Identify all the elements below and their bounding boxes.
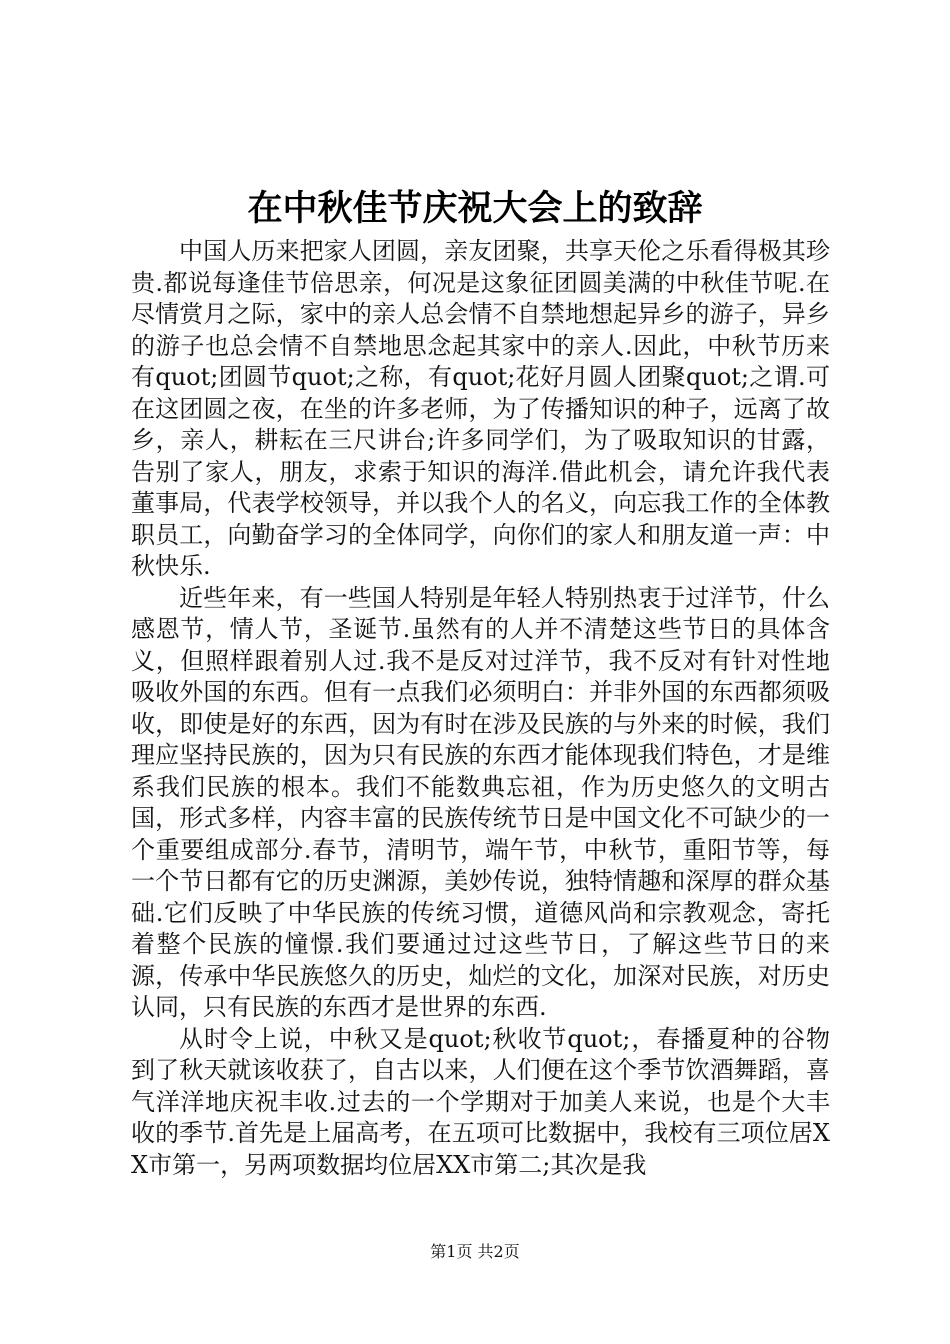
page-footer: 第1页 共2页 [430, 1242, 520, 1261]
paragraph: 中国人历来把家人团圆，亲友团聚，共享天伦之乐看得极其珍贵.都说每逢佳节倍思亲，何况是这象征团圆美满的中秋佳节呢.在尽情赏月之际，家中的亲人总会情不自禁地想起异乡的游子，异乡的游子也总会情不自禁地思念起其家中的亲人.因此，中秋节历来有quot;团圆节quot;之称，有quot;花好月圆人团聚quot;之谓.可在这团圆之夜，在坐的许多老师，为了传播知识的种子，远离了故乡，亲人，耕耘在三尺讲台;许多同学们，为了吸取知识的甘露，告别了家人，朋友，求索于知识的海洋.借此机会，请允许我代表董事局，代表学校领导，并以我个人的名义，向忘我工作的全体教职员工，向勤奋学习的全体同学，向你们的家人和朋友道一声：中秋快乐. [131, 237, 830, 580]
paragraph: 从时令上说，中秋又是quot;秋收节quot;，春播夏种的谷物到了秋天就该收获了，自古以来，人们便在这个季节饮酒舞蹈，喜气洋洋地庆祝丰收.过去的一个学期对于加美人来说，也是个大丰收的季节.首先是上届高考，在五项可比数据中，我校有三项位居XX市第一，另两项数据均位居XX市第二;其次是我 [131, 1024, 830, 1179]
document-body [131, 236, 830, 1181]
document-title: 在中秋佳节庆祝大会上的致辞 [247, 188, 703, 229]
paragraph: 近些年来，有一些国人特别是年轻人特别热衷于过洋节，什么感恩节，情人节，圣诞节.虽然有的人并不清楚这些节日的具体含义，但照样跟着别人过.我不是反对过洋节，我不反对有针对性地吸收外国的东西。但有一点我们必须明白：并非外国的东西都须吸收，即使是好的东西，因为有时在涉及民族的与外来的时候，我们理应坚持民族的，因为只有民族的东西才能体现我们特色，才是维系我们民族的根本。我们不能数典忘祖，作为历史悠久的文明古国，形式多样，内容丰富的民族传统节日是中国文化不可缺少的一个重要组成部分.春节，清明节，端午节，中秋节，重阳节等，每一个节日都有它的历史渊源，美妙传说，独特情趣和深厚的群众基础.它们反映了中华民族的传统习惯，道德风尚和宗教观念，寄托着整个民族的憧憬.我们要通过过这些节日，了解这些节日的来源，传承中华民族悠久的历史，灿烂的文化，加深对民族，对历史认同，只有民族的东西才是世界的东西. [131, 583, 830, 1021]
